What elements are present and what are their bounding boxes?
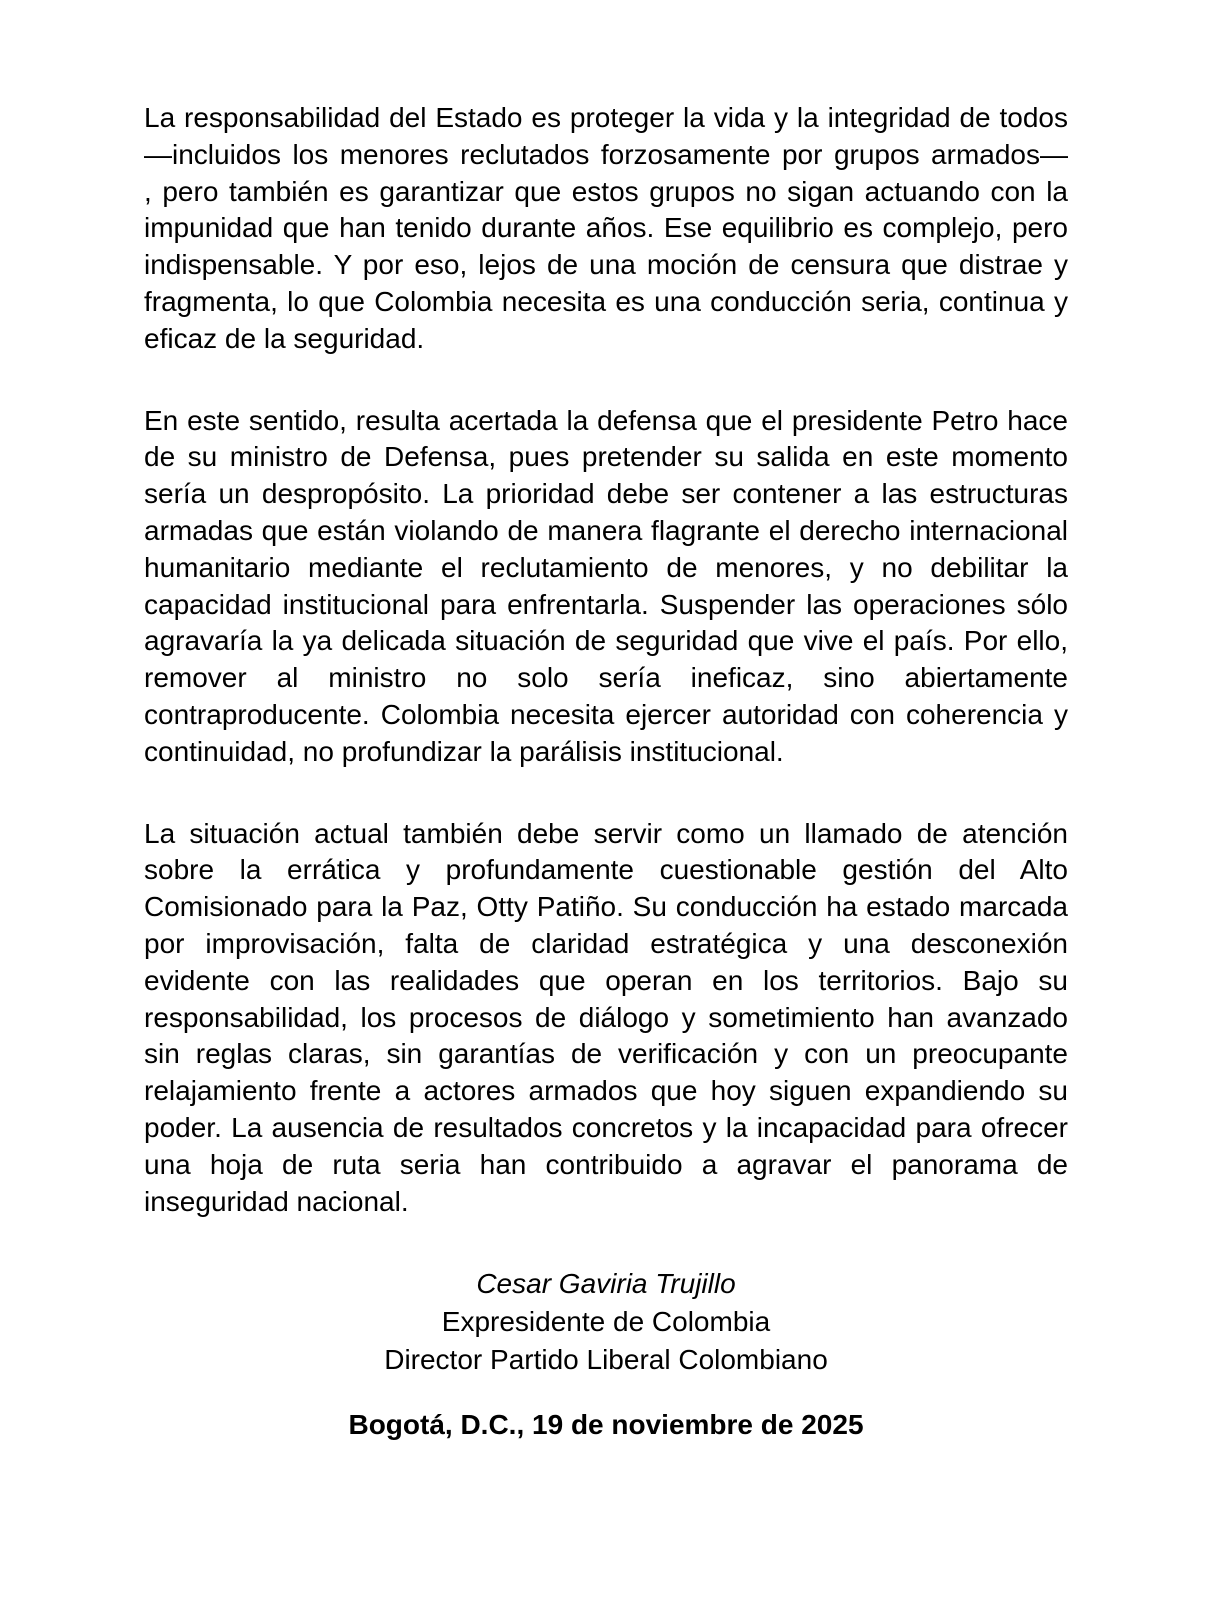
signatory-title-1: Expresidente de Colombia xyxy=(441,1306,771,1338)
text-line: humanitario mediante el reclutamiento de menores, y no debilitar la xyxy=(144,551,1068,583)
text-line: armadas que están violando de manera flagrante el derecho internacional xyxy=(144,514,1068,546)
letter-body xyxy=(144,100,1068,1220)
text-line: poder. La ausencia de resultados concretos y la incapacidad para ofrecer xyxy=(144,1111,1068,1143)
text-line: —incluidos los menores reclutados forzosamente por grupos armados— xyxy=(144,138,1068,170)
text-line: de su ministro de Defensa, pues pretender su salida en este momento xyxy=(144,441,1068,473)
text-line: impunidad que han tenido durante años. Ese equilibrio es complejo, pero xyxy=(144,212,1068,244)
text-line: La situación actual también debe servir como un llamado de atención xyxy=(144,817,1068,849)
text-line: por improvisación, falta de claridad estratégica y una desconexión xyxy=(144,927,1068,959)
text-line: eficaz de la seguridad. xyxy=(144,322,425,354)
text-line: La responsabilidad del Estado es proteger la vida y la integridad de todos xyxy=(144,102,1068,133)
text-line: inseguridad nacional. xyxy=(144,1185,409,1217)
signature-block xyxy=(144,1265,1068,1379)
paragraph xyxy=(144,100,1068,358)
text-line: responsabilidad, los procesos de diálogo y sometimiento han avanzado xyxy=(144,1001,1068,1033)
text-line: relajamiento frente a actores armados que hoy siguen expandiendo su xyxy=(144,1075,1068,1107)
text-line: evidente con las realidades que operan en los territorios. Bajo su xyxy=(144,964,1068,996)
text-line: una hoja de ruta seria han contribuido a agravar el panorama de xyxy=(144,1148,1068,1180)
signatory-name: Cesar Gaviria Trujillo xyxy=(476,1268,736,1300)
signatory-title-2: Director Partido Liberal Colombiano xyxy=(384,1344,828,1376)
text-line: contraproducente. Colombia necesita ejercer autoridad con coherencia y xyxy=(144,698,1068,730)
paragraph xyxy=(144,403,1068,771)
text-line: Comisionado para la Paz, Otty Patiño. Su conducción ha estado marcada xyxy=(144,891,1068,923)
text-line: indispensable. Y por eso, lejos de una moción de censura que distrae y xyxy=(144,249,1068,281)
text-line: agravaría la ya delicada situación de seguridad que vive el país. Por ello, xyxy=(144,625,1068,657)
text-line: capacidad institucional para enfrentarla. Suspender las operaciones sólo xyxy=(144,588,1068,620)
text-line: continuidad, no profundizar la parálisis institucional. xyxy=(144,735,784,767)
text-line: sería un despropósito. La prioridad debe ser contener a las estructuras xyxy=(144,478,1068,510)
dateline: Bogotá, D.C., 19 de noviembre de 2025 xyxy=(348,1409,864,1441)
text-line: En este sentido, resulta acertada la defensa que el presidente Petro hace xyxy=(144,404,1068,436)
text-line: fragmenta, lo que Colombia necesita es una conducción seria, continua y xyxy=(144,285,1068,317)
text-line: remover al ministro no solo sería ineficaz, sino abiertamente xyxy=(144,662,1068,694)
text-line: sin reglas claras, sin garantías de verificación y con un preocupante xyxy=(144,1038,1068,1070)
text-line: sobre la errática y profundamente cuestionable gestión del Alto xyxy=(144,854,1068,886)
paragraph xyxy=(144,816,1068,1221)
text-line: , pero también es garantizar que estos grupos no sigan actuando con la xyxy=(144,175,1068,207)
